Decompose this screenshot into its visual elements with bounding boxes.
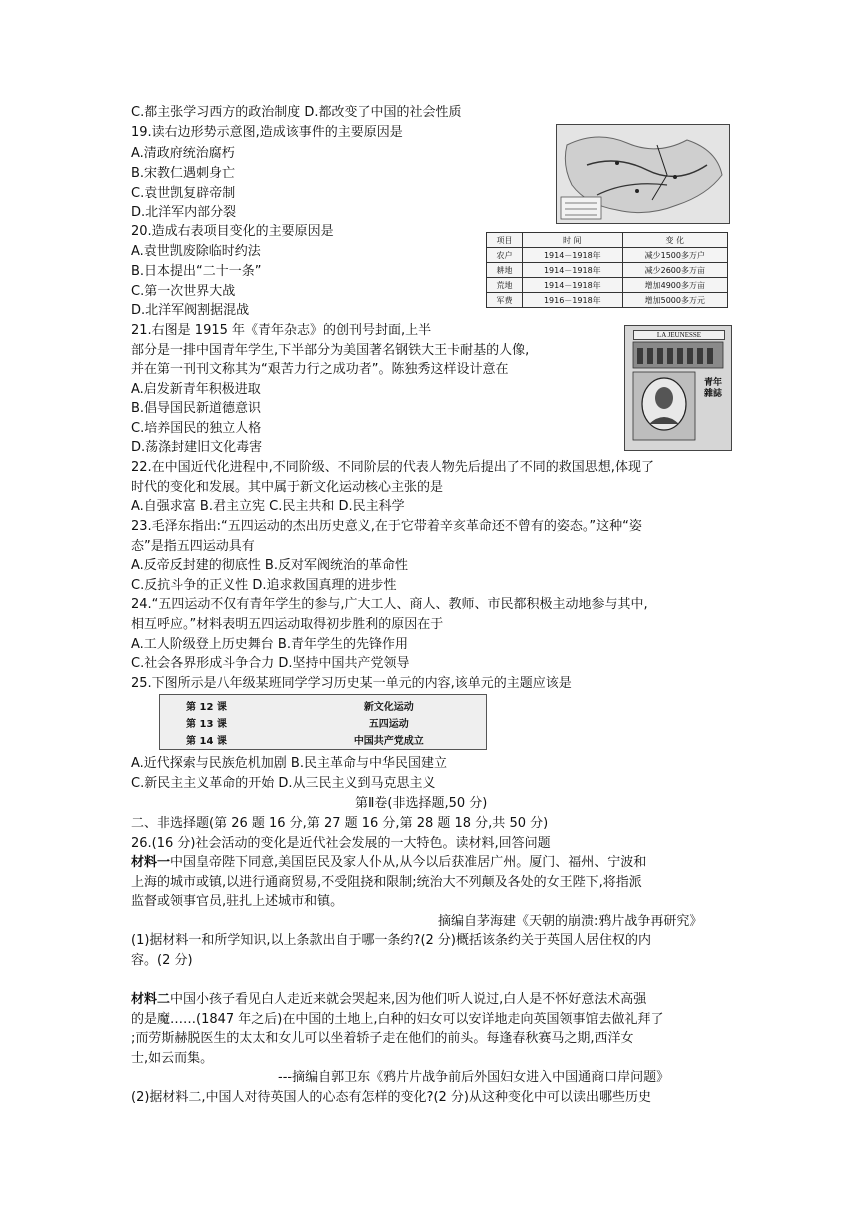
lesson-number: 第 13 课 <box>186 719 227 730</box>
table-row <box>180 731 480 748</box>
material-2-source: ---摘编自郭卫东《鸦片片战争前后外国妇女进入中国通商口岸问题》 <box>278 1070 670 1085</box>
material-2-line-4: 士,如云而集。 <box>131 1051 214 1066</box>
q23-stem-1: 23.毛泽东指出:“五四运动的杰出历史意义,在于它带着辛亥革命还不曾有的姿态。”这种“姿 <box>131 519 642 534</box>
lesson-number: 第 14 课 <box>186 736 227 747</box>
q22-options: A.自强求富 B.君主立宪 C.民主共和 D.民主科学 <box>131 499 405 514</box>
q19-option-c: C.袁世凯复辟帝制 <box>131 186 236 201</box>
q21-option-c: C.培养国民的独立人格 <box>131 421 262 436</box>
lesson-number: 第 12 课 <box>186 702 227 713</box>
q20-stem: 20.造成右表项目变化的主要原因是 <box>131 224 334 239</box>
q24-options-ab: A.工人阶级登上历史舞台 B.青年学生的先锋作用 <box>131 637 408 652</box>
material-1-line-1 <box>131 854 646 872</box>
table-cell: 增加4900多万亩 <box>622 278 727 293</box>
material-2-line-3: ;而劳斯赫脱医生的太太和女儿可以坐着轿子走在他们的前头。每逢春秋赛马之期,西洋女 <box>131 1031 634 1046</box>
q23-options-cd: C.反抗斗争的正义性 D.追求救国真理的进步性 <box>131 578 397 593</box>
material-2-line-2: 的是魔……(1847 年之后)在中国的土地上,白种的妇女可以安详地走向英国领事馆去做礼拜了 <box>131 1012 664 1027</box>
magazine-side-text: 青年雜誌 <box>704 378 723 399</box>
q22-stem-1: 22.在中国近代化进程中,不同阶级、不同阶层的代表人物先后提出了不同的救国思想,体现了 <box>131 460 654 475</box>
q23-stem-2: 态”是指五四运动具有 <box>131 539 255 554</box>
table-cell: 荒地 <box>487 278 523 293</box>
material-1-label: 材料一 <box>131 855 171 870</box>
q21-option-b: B.倡导国民新道德意识 <box>131 401 262 416</box>
table-cell: 耕地 <box>487 263 523 278</box>
table-cell: 减少2600多万亩 <box>622 263 727 278</box>
table-cell: 农户 <box>487 248 523 263</box>
table-cell: 1916－1918年 <box>522 293 622 308</box>
q19-option-d: D.北洋军内部分裂 <box>131 205 237 220</box>
table-cell: 军费 <box>487 293 523 308</box>
material-2-line-1 <box>131 991 646 1009</box>
q24-options-cd: C.社会各界形成斗争合力 D.坚持中国共产党领导 <box>131 656 410 671</box>
table-row <box>487 293 728 308</box>
table-cell: 1914－1918年 <box>522 278 622 293</box>
q19-option-b: B.宋教仁遇刺身亡 <box>131 166 236 181</box>
q21-option-a: A.启发新青年积极进取 <box>131 382 261 397</box>
q26-sub1-line-1: (1)据材料一和所学知识,以上条款出自于哪一条约?(2 分)概括该条约关于英国人居住权的内 <box>131 933 651 948</box>
material-1-text: 中国皇帝陛下同意,美国臣民及家人仆从,从今以后获准居广州。厦门、福州、宁波和 <box>170 855 647 870</box>
q25-options-cd: C.新民主主义革命的开始 D.从三民主义到马克思主义 <box>131 776 436 791</box>
lesson-title: 五四运动 <box>368 719 409 730</box>
q25-unit-box <box>159 694 487 750</box>
q21-stem-3: 并在第一刊刊文称其为“艰苦力行之成功者”。陈独秀这样设计意在 <box>131 362 509 377</box>
q25-stem: 25.下图所示是八年级某班同学学习历史某一单元的内容,该单元的主题应该是 <box>131 676 572 691</box>
table-row <box>180 714 480 731</box>
q26-sub2-line-1: (2)据材料二,中国人对待英国人的心态有怎样的变化?(2 分)从这种变化中可以读出哪些历史 <box>131 1090 651 1105</box>
table-cell: 1914－1918年 <box>522 263 622 278</box>
q19-map-image <box>556 124 730 224</box>
part-2-heading: 二、非选择题(第 26 题 16 分,第 27 题 16 分,第 28 题 18 分,共 50 分) <box>131 816 549 831</box>
q18-options-cd: C.都主张学习西方的政治制度 D.都改变了中国的社会性质 <box>131 105 462 120</box>
q21-magazine-cover <box>624 325 732 451</box>
table-row <box>487 278 728 293</box>
table-header: 项目 <box>487 233 523 248</box>
section-2-title: 第Ⅱ卷(非选择题,50 分) <box>355 796 488 811</box>
map-sketch <box>557 125 729 223</box>
q20-option-c: C.第一次世界大战 <box>131 284 236 299</box>
q21-stem-1: 21.右图是 1915 年《青年杂志》的创刊号封面,上半 <box>131 323 432 338</box>
q20-table <box>486 232 728 308</box>
table-header: 变 化 <box>622 233 727 248</box>
q25-options-ab: A.近代探索与民族危机加剧 B.民主革命与中华民国建立 <box>131 756 447 771</box>
material-1-line-2: 上海的城市或镇,以进行通商贸易,不受阻挠和限制;统治大不列颠及各处的女王陛下,将指派 <box>131 875 642 890</box>
q19-stem: 19.读右边形势示意图,造成该事件的主要原因是 <box>131 125 403 140</box>
q21-stem-2: 部分是一排中国青年学生,下半部分为美国著名钢铁大王卡耐基的人像, <box>131 343 530 358</box>
q22-stem-2: 时代的变化和发展。其中属于新文化运动核心主张的是 <box>131 480 444 495</box>
q19-option-a: A.清政府统治腐朽 <box>131 146 235 161</box>
table-header: 时 间 <box>522 233 622 248</box>
q26-stem: 26.(16 分)社会活动的变化是近代社会发展的一大特色。读材料,回答问题 <box>131 836 551 851</box>
q20-option-b: B.日本提出“二十一条” <box>131 264 262 279</box>
lesson-title: 新文化运动 <box>363 702 414 713</box>
q20-option-d: D.北洋军阀割据混战 <box>131 303 250 318</box>
q24-stem-1: 24.“五四运动不仅有青年学生的参与,广大工人、商人、教师、市民都积极主动地参与其中, <box>131 597 648 612</box>
q20-option-a: A.袁世凯废除临时约法 <box>131 244 261 259</box>
material-1-source: 摘编自茅海建《天朝的崩溃:鸦片战争再研究》 <box>438 914 703 929</box>
magazine-title: LA JEUNESSE <box>633 330 725 340</box>
material-1-line-3: 监督或领事官员,驻扎上述城市和镇。 <box>131 894 344 909</box>
q25-unit-table <box>180 697 480 748</box>
material-2-label: 材料二 <box>131 992 171 1007</box>
table-cell: 减少1500多万户 <box>622 248 727 263</box>
material-2-text: 中国小孩子看见白人走近来就会哭起来,因为他们听人说过,白人是不怀好意法术高强 <box>170 992 647 1007</box>
lesson-title: 中国共产党成立 <box>353 736 424 747</box>
q26-sub1-line-2: 容。(2 分) <box>131 953 193 968</box>
q21-option-d: D.荡涤封建旧文化毒害 <box>131 440 263 455</box>
table-cell: 1914－1918年 <box>522 248 622 263</box>
table-row <box>487 263 728 278</box>
q24-stem-2: 相互呼应。”材料表明五四运动取得初步胜利的原因在于 <box>131 617 444 632</box>
table-row <box>180 697 480 714</box>
q23-options-ab: A.反帝反封建的彻底性 B.反对军阀统治的革命性 <box>131 558 408 573</box>
table-header-row <box>487 233 728 248</box>
table-row <box>487 248 728 263</box>
table-cell: 增加5000多万元 <box>622 293 727 308</box>
